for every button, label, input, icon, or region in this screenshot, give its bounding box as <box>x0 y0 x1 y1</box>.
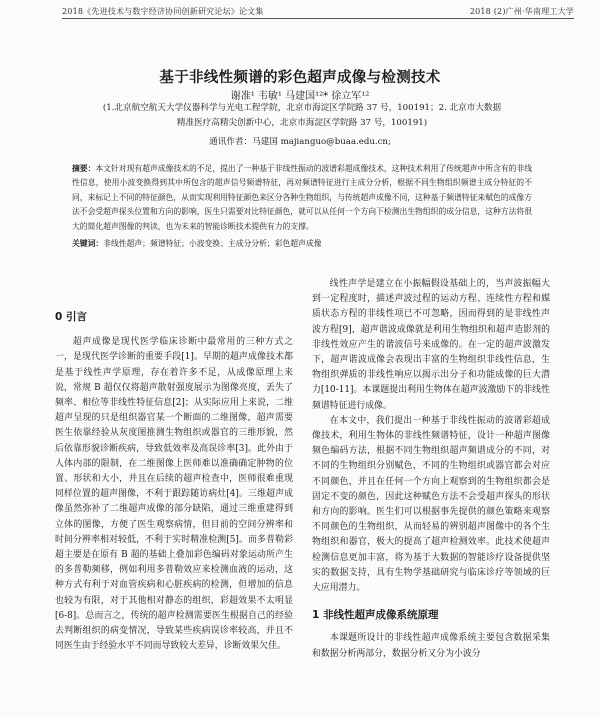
header-right: 2018 (2)广州·华南理工大学 <box>469 7 574 16</box>
abstract-label: 摘要： <box>72 164 96 173</box>
keywords-text: 非线性超声；频谱特征；小波变换；主成分分析；彩色超声成像 <box>103 239 322 248</box>
paper-title: 基于非线性频谱的彩色超声成像与检测技术 <box>159 70 441 86</box>
abstract <box>72 162 532 234</box>
right-paragraph-3: 本课题所设计的非线性超声成像系统主要包含数据采集和数据分析两部分，数据分析又分为小波分 <box>312 633 550 659</box>
affiliation-line-2: 精准医疗高精尖创新中心，北京市海淀区学院路 37 号，100191) <box>176 118 428 128</box>
keywords <box>72 238 532 249</box>
header-left: 2018《先进技术与数字经济协同创新研究论坛》论文集 <box>62 7 264 16</box>
right-column <box>312 277 550 662</box>
left-column <box>55 310 293 654</box>
right-paragraph-1: 线性声学是建立在小振幅假设基础上的，当声波振幅大到一定程度时，描述声波过程的运动方程、连续性方程和媒质状态方程的非线性项已不可忽略，因而得到的是非线性声波方程[9]，超声谐波成像就是利用生物组织和超声造影剂的非线性效应产生的谐波信号来成像的。在一定的超声波激发下，超声谐波成像会表现出丰富的生物组织非线性信息，生物组织弹质的非线性响应以揭示出分子和功能成像的巨大潜力[10-11]。本课题提出利用生物体在超声波激励下的非线性频谱特征进行成像。 <box>312 279 550 411</box>
section-heading-1: 1 非线性超声成像系统原理 <box>312 609 439 622</box>
right-paragraph-2: 在本文中，我们提出一种基于非线性振动的波谱彩超成像技术，利用生物体的非线性频谱特征，设计一种超声图像频色编码方法，根据不同生物组织超声频谱成分的不同，对不同的生物组织分别赋色，不同的生物组织或器官都会对应不同颜色，并且在任何一个方向上观察到的生物组织都会是固定不变的颜色，因此这种赋色方法不会受超声探头的形状和方向的影响。医生们可以根据事先提供的颜色策略来观察不同颜色的生物组织，从而轻易的辨别超声图像中的各个生物组织和器官，极大的提高了超声检测效率。此技术使超声检测信息更加丰富，将为基于大数据的智能诊疗设备提供坚实的数据支持，具有生物学基础研究与临床诊疗等领域的巨大应用潜力。 <box>312 415 550 594</box>
section-heading-intro: 0 引言 <box>55 311 87 323</box>
keywords-label: 关键词： <box>72 239 104 248</box>
corresponding-author: 通讯作者：马建国 majianguo@buaa.edu.cn; <box>209 137 391 147</box>
affiliation-line-1: (1.北京航空航天大学仪器科学与光电工程学院，北京市海淀区学院路 37 号，100191；2. 北京市大数据 <box>102 103 502 113</box>
header-rule <box>62 18 574 19</box>
intro-paragraph-1: 超声成像是现代医学临床诊断中最常用的三种方式之一，是现代医学诊断的重要手段[1]。早期的超声成像技术都是基于线性声学原理，存在着许多不足，从成像原理上来说，常规 B 超仅仅将超声散射强度展示为图像亮度，丢失了频率、相位等非线性特征信息[2]；从实际应用上来说，二维超声呈现的只是组织器官某一个断面的二维图像，超声需要医生依靠经验从灰度图推测生物组织或器官的三维形貌，然后依靠形貌诊断疾病，导致低效率及高误诊率[3]。此外由于人体内部的限制，在二维图像上医师难以准确确定肿物的位置、形状和大小，并且在后续的超声检查中，医师很难重现同样位置的超声图像，不利于跟踪随访病灶[4]。三维超声成像虽然弥补了二维超声成像的部分缺陷，通过三维重建得到立体的图像，方便了医生观察病情，但目前的空间分辨率和时间分辨率相对较低，不利于实时精准检测[5]。而多普勒彩超主要是在原有 B 超的基础上叠加彩色编码对象运动所产生的多普勒频移，例如利用多普勒效应来检测血液的运动，这种方式有利于对血管疾病和心脏疾病的检测，但增加的信息也较为有限，对于其他相对静态的组织，彩超效果不太明显[6-8]。总而言之，传统的超声检测需要医生根据自己的经验去判断组织的病变情况，导致某些疾病误诊率较高，并且不同医生由于经验水平不同而导致较大差异，诊断效果欠佳。 <box>55 337 293 652</box>
affiliations <box>72 101 532 131</box>
abstract-text: 本文针对现有超声成像技术的不足，提出了一种基于非线性振动的波谱彩超成像技术，这种技术利用了传统超声中所含有的非线性信息，使用小波变换得到其中所包含的超声信号频谱特征，再对频谱特征进行主成分分析，根据不同生物组织频谱主成分特征的不同，来标记上不同的特征颜色，从而实现利用特征颜色来区分各种生物组织，与传统超声成像不同，这种基于频谱特征来赋色的成像方法不会受超声探头位置和方向的影响，医生只需要对比特征颜色，就可以从任何一个方向下检测出生物组织的成分信息，这种方法将很大的简化超声图像的判读，也为未来的智能诊断技术提供有力的支撑。 <box>72 164 533 231</box>
authors: 谢准¹ 韦敏¹ 马建国¹²* 徐立军¹² <box>230 91 370 102</box>
